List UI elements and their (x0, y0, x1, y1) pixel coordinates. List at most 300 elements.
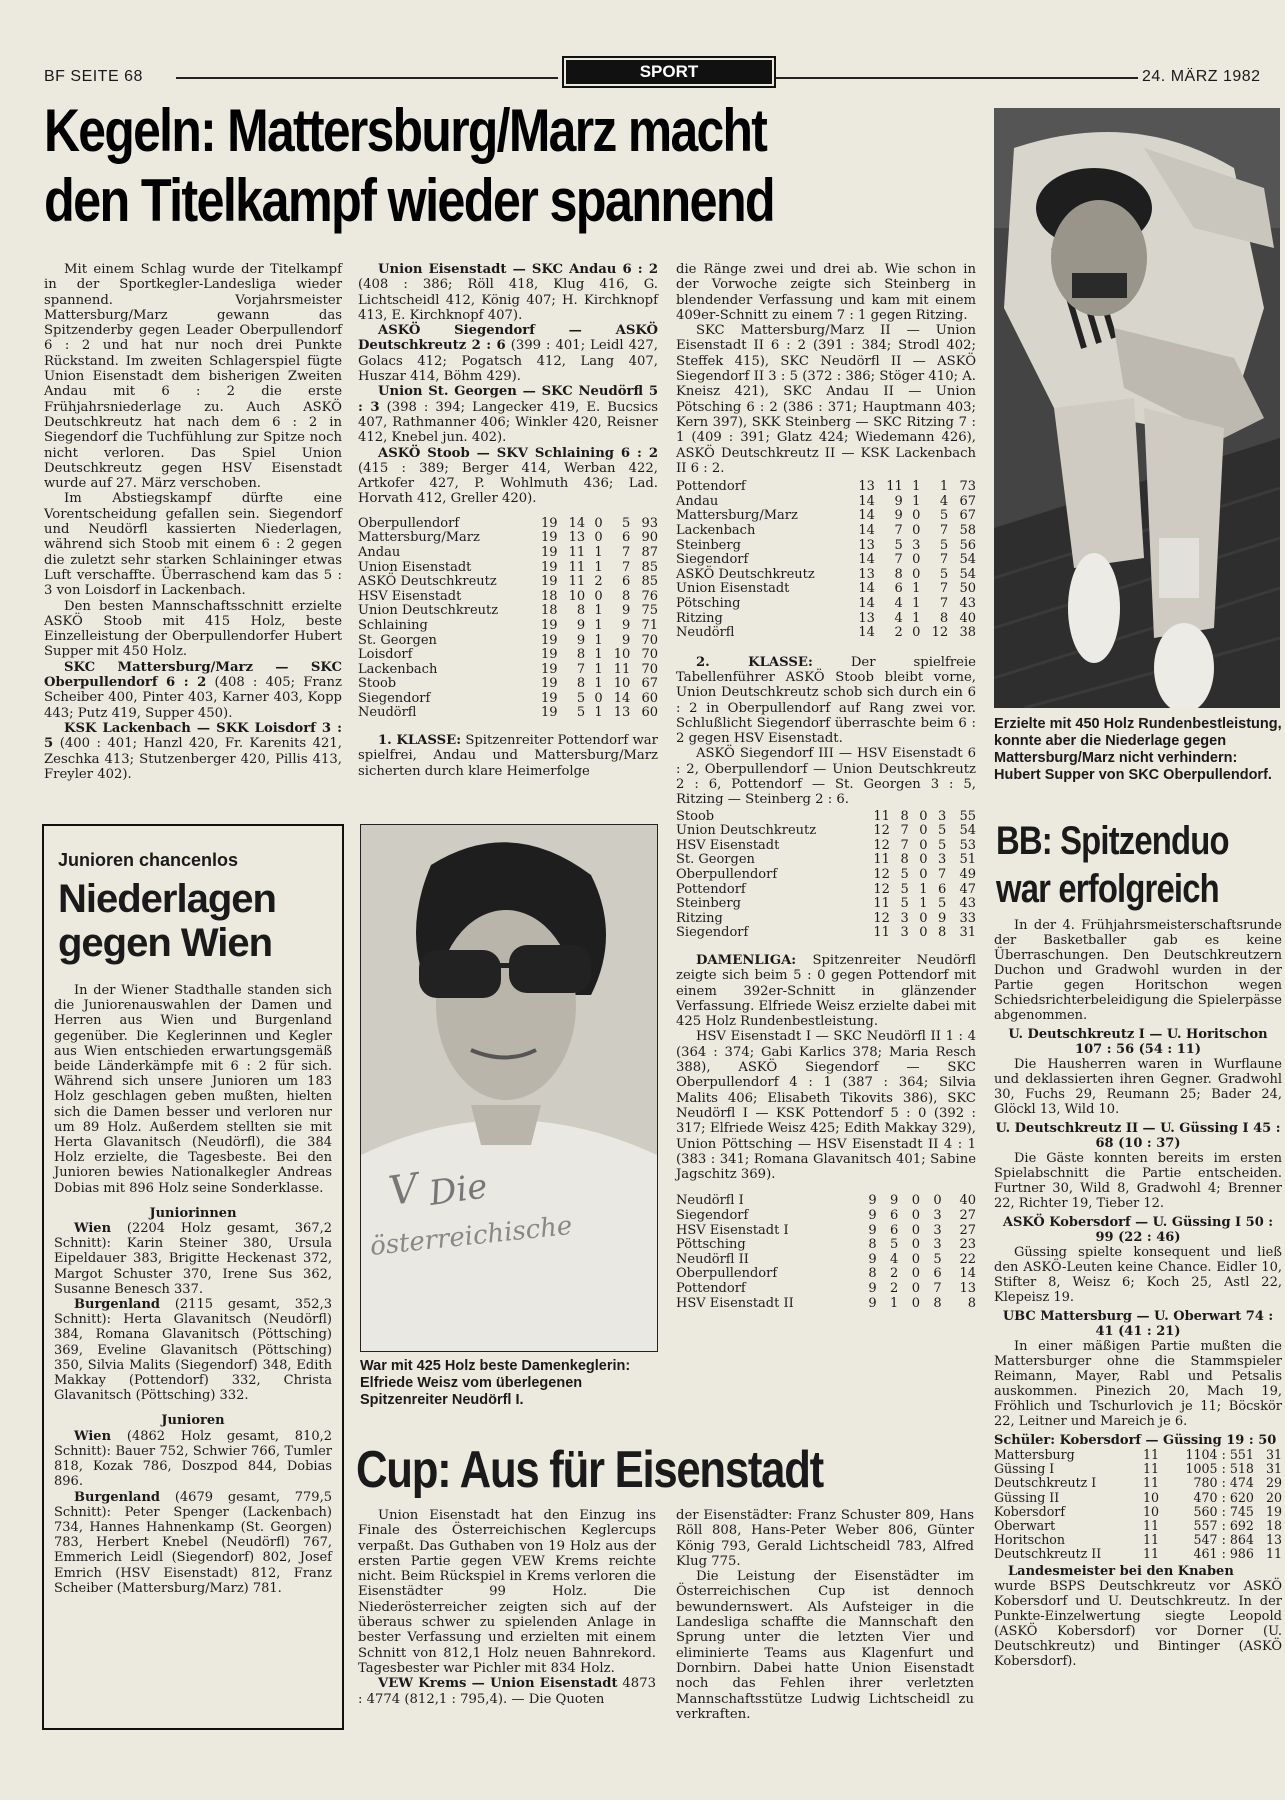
stat-cell: 67 (959, 508, 976, 524)
stat-cell: 6 (894, 581, 903, 597)
team-name-cell: Pottendorf (676, 1281, 746, 1297)
stat-cell: 8 (939, 610, 949, 626)
team-name-cell: Horitschon (994, 1532, 1065, 1548)
section-heading: 1. KLASSE: (378, 733, 462, 749)
stat-cell: 5 (939, 566, 949, 582)
team-name-cell: St. Georgen (358, 632, 437, 648)
stat-cell: 3 (933, 1208, 942, 1224)
stat-cell: 0 (912, 566, 921, 582)
stat-cell: 12 (873, 837, 890, 853)
stat-cell: 58 (959, 522, 976, 538)
photo-elfriede-weisz (360, 824, 658, 1352)
team-name-cell: HSV Eisenstadt II (676, 1295, 794, 1311)
stat-cell: 14 (568, 515, 586, 531)
team-text: (4679 gesamt, 779,5 Schnitt): Peter Spenger (Lackenbach) 734, Hannes Hahnenkamp (St. Georgen) 783, Herbert Knebel (Neudörfl) 767, Emmerich Leidl (Siegendorf) 802, Josef Emrich (HSV Eisenstadt) 812, Franz Scheiber (Mattersburg/Marz) 781. (54, 1489, 332, 1596)
stat-cell: 0 (919, 852, 928, 868)
table-row (358, 546, 658, 561)
section-heading: 2. KLASSE: (696, 654, 813, 670)
stat-cell: 8 (576, 603, 586, 619)
bb-column (994, 918, 1282, 1669)
standings-table-basketball (994, 1448, 1282, 1562)
stat-cell: 27 (959, 1208, 976, 1224)
stat-cell: 19 (1265, 1503, 1282, 1519)
stat-cell: 11 (1142, 1532, 1159, 1548)
section-text: Spitzenreiter Pottendorf war spielfrei, Andau und Mattersburg/Marz sicherten durch klare Heimerfolge (358, 733, 658, 779)
stat-cell: 11 (568, 574, 586, 590)
table-row (676, 626, 976, 641)
main-headline-line1: Kegeln: Mattersburg/Marz macht (44, 97, 767, 164)
stat-cell: 5 (933, 1251, 942, 1267)
stat-cell: 8 (622, 588, 631, 604)
stat-cell: 19 (540, 559, 558, 575)
stat-cell: 0 (912, 522, 921, 538)
stat-cell: 31 (1265, 1461, 1282, 1477)
stat-cell: 547 : 864 (1193, 1532, 1254, 1548)
stat-cell: 5 (900, 867, 909, 883)
team-name-cell: Union Deutschkreutz (676, 823, 817, 839)
stat-cell: 70 (641, 661, 658, 677)
stat-cell: 5 (622, 515, 631, 531)
svg-text:Die: Die (426, 1166, 490, 1214)
stat-cell: 8 (576, 647, 586, 663)
stat-cell: 9 (938, 910, 947, 926)
junioren-box (42, 824, 344, 1730)
team-name-cell: Ritzing (676, 910, 723, 926)
stat-cell: 1 (912, 479, 921, 495)
stat-cell: 6 (890, 1222, 899, 1238)
team-name-cell: Neudörfl II (676, 1251, 749, 1267)
stat-cell: 9 (622, 617, 631, 633)
team-name-cell: Mattersburg/Marz (358, 530, 480, 546)
team-text: (4862 Holz gesamt, 810,2 Schnitt): Bauer 752, Schwier 766, Tumler 818, Kozak 786, Doszpod 844, Dobias 896. (54, 1428, 332, 1490)
stat-cell: 1 (919, 881, 928, 897)
stat-cell: 0 (919, 837, 928, 853)
landesmeister-heading: Landesmeister bei den Knaben (1008, 1563, 1234, 1579)
stat-cell: 0 (911, 1251, 920, 1267)
paragraph: wurde BSPS Deutschkreutz vor ASKÖ Kobersdorf und U. Deutschkreutz. In der Punkte-Einzelwertung siegte Leopold (ASKÖ Kobersdorf) vor Dorner (U. Deutschkreutz) und Bintinger (ASKÖ Kobersdorf). (994, 1578, 1282, 1669)
stat-cell: 8 (933, 1295, 942, 1311)
stat-cell: 10 (613, 676, 631, 692)
paragraph: Den besten Mannschaftsschnitt erzielte ASKÖ Stoob mit 415 Holz, beste Einzelleistung der Oberpullendorfer Hubert Supper mit 450 Holz. (44, 598, 342, 660)
table-row (358, 619, 658, 634)
table-row (676, 524, 976, 539)
table-row (676, 509, 976, 524)
stat-cell: 1 (594, 544, 603, 560)
player-sitting-illustration (994, 108, 1280, 708)
stat-cell: 7 (939, 552, 949, 568)
table-row (676, 612, 976, 627)
stat-cell: 51 (959, 852, 976, 868)
stat-cell: 13 (1265, 1532, 1282, 1548)
stat-cell: 8 (576, 676, 586, 692)
stat-cell: 1 (594, 559, 603, 575)
subheading-juniorinnen: Juniorinnen (149, 1205, 237, 1221)
stat-cell: 29 (1265, 1475, 1282, 1491)
result-text: 4873 : 4774 (812,1 : 795,4). — Die Quoten (358, 1676, 656, 1707)
paragraph: ASKÖ Siegendorf III — HSV Eisenstadt 6 : 2, Oberpullendorf — Union Deutschkreutz 2 : 6, Pottendorf — St. Georgen 3 : 5, Ritzing — Steinberg 2 : 6. (676, 746, 976, 808)
paragraph: die Ränge zwei und drei ab. Wie schon in der Vorwoche zeigte sich Steinberg in blendender Verfassung und kam mit einem 409er-Schnitt zu einem 7 : 1 gegen Ritzing. (676, 262, 976, 323)
stat-cell: 93 (641, 515, 658, 531)
stat-cell: 60 (641, 690, 658, 706)
team-name-cell: Güssing I (994, 1461, 1055, 1477)
team-name-cell: Loisdorf (358, 647, 413, 663)
team-name-cell: Deutschkreutz II (994, 1546, 1102, 1562)
stat-cell: 19 (540, 676, 558, 692)
stat-cell: 76 (641, 588, 658, 604)
stat-cell: 2 (890, 1266, 899, 1282)
stat-cell: 0 (912, 508, 921, 524)
table-row (994, 1491, 1282, 1505)
stat-cell: 11 (1142, 1461, 1159, 1477)
result-heading: ASKÖ Stoob — SKV Schlaining 6 : 2 (378, 445, 658, 461)
table-row (676, 810, 976, 825)
team-heading: Wien (74, 1221, 112, 1237)
stat-cell: 90 (641, 530, 658, 546)
stat-cell: 0 (594, 690, 603, 706)
stat-cell: 1 (594, 603, 603, 619)
schueler-heading: Schüler: Kobersdorf — Güssing 19 : 50 (994, 1433, 1277, 1448)
stat-cell: 1 (594, 676, 603, 692)
stat-cell: 0 (919, 925, 928, 941)
standings-table-klasse2 (676, 810, 976, 941)
stat-cell: 31 (1265, 1447, 1282, 1462)
section-label: SPORT (562, 56, 776, 88)
section-heading: DAMENLIGA: (696, 953, 797, 968)
team-name-cell: Steinberg (676, 537, 741, 553)
stat-cell: 7 (938, 867, 947, 883)
stat-cell: 73 (959, 479, 976, 495)
paragraph: der Eisenstädter: Franz Schuster 809, Hans Röll 808, Hans-Peter Weber 806, Günter König 793, Gerald Lichtscheidl 783, Alfred Klug 775. (676, 1508, 974, 1569)
cup-column-right (676, 1508, 974, 1722)
team-name-cell: Pöttsching (676, 1237, 746, 1253)
stat-cell: 1 (594, 647, 603, 663)
stat-cell: 8 (894, 566, 903, 582)
stat-cell: 13 (858, 479, 875, 495)
result-text: (415 : 389; Berger 414, Werban 422, Artkofer 427, P. Wohlmuth 436; Lad. Horvath 412, Greller 420). (358, 460, 658, 507)
stat-cell: 38 (959, 625, 976, 641)
stat-cell: 0 (919, 823, 928, 839)
team-name-cell: ASKÖ Deutschkreutz (676, 566, 815, 582)
stat-cell: 9 (622, 632, 631, 648)
stat-cell: 14 (858, 552, 875, 568)
stat-cell: 8 (900, 852, 909, 868)
table-row (358, 634, 658, 649)
stat-cell: 20 (1265, 1489, 1282, 1505)
table-row (676, 897, 976, 912)
team-name-cell: Oberwart (994, 1518, 1056, 1534)
stat-cell: 10 (1142, 1489, 1159, 1505)
paragraph: In der 4. Frühjahrsmeisterschaftsrunde der Basketballer gab es keine Überraschungen. Den Deutschkreutzern Duchon und Gradwohl wurden in der Partie gegen Horitschon wegen Schiedsrichterbeleidigung die Spielerpässe abgenommen. (994, 918, 1282, 1023)
stat-cell: 9 (868, 1251, 877, 1267)
stat-cell: 14 (613, 690, 631, 706)
stat-cell: 3 (933, 1237, 942, 1253)
junioren-text (44, 983, 342, 1596)
team-name-cell: Neudörfl (358, 705, 417, 721)
stat-cell: 22 (959, 1251, 976, 1267)
stat-cell: 19 (540, 647, 558, 663)
stat-cell: 23 (959, 1237, 976, 1253)
stat-cell: 14 (858, 493, 875, 509)
stat-cell: 0 (911, 1193, 920, 1209)
table-row (358, 706, 658, 721)
paragraph: SKC Mattersburg/Marz II — Union Eisenstadt II 6 : 2 (391 : 384; Strodl 402; Steffek 415), SKC Neudörfl II — ASKÖ Siegendorf II 3 : 5 (372 : 386; Stöger 410; A. Kneisz 421), SKC Andau II — Union Pötsching 6 : 2 (386 : 371; Hauptmann 403; Kern 397), SKK Steinberg — SKC Ritzing 7 : 1 (409 : 391; Glatz 424; Wiedemann 426), ASKÖ Deutschkreutz II — KSK Lackenbach II 6 : 2. (676, 323, 976, 476)
stat-cell: 14 (858, 581, 875, 597)
team-name-cell: Siegendorf (676, 925, 749, 941)
stat-cell: 4 (894, 595, 903, 611)
stat-cell: 13 (858, 566, 875, 582)
team-name-cell: Pottendorf (676, 881, 746, 897)
stat-cell: 54 (959, 566, 976, 582)
stat-cell: 49 (959, 867, 976, 883)
team-name-cell: Stoob (676, 808, 715, 824)
stat-cell: 5 (890, 1237, 899, 1253)
stat-cell: 53 (959, 837, 976, 853)
stat-cell: 7 (900, 837, 909, 853)
stat-cell: 67 (641, 676, 658, 692)
team-name-cell: Lackenbach (358, 661, 438, 677)
stat-cell: 6 (933, 1266, 942, 1282)
stat-cell: 40 (959, 1193, 976, 1209)
game-heading: U. Deutschkreutz I — U. Horitschon 107 : 56 (54 : 11) (1008, 1027, 1268, 1057)
stat-cell: 7 (894, 552, 903, 568)
stat-cell: 19 (540, 661, 558, 677)
stat-cell: 11 (886, 479, 903, 495)
standings-table-klasse1 (676, 480, 976, 641)
photo-caption-weisz: War mit 425 Holz beste Damenkeglerin: Elfriede Weisz vom überlegenen Spitzenreiter Neudörfl I. (360, 1358, 631, 1408)
main-headline-line2: den Titelkampf wieder spannend (44, 167, 775, 234)
table-row (676, 1209, 976, 1224)
stat-cell: 9 (890, 1193, 899, 1209)
team-name-cell: Oberpullendorf (358, 515, 460, 531)
stat-cell: 1 (594, 617, 603, 633)
stat-cell: 0 (911, 1295, 920, 1311)
stat-cell: 11 (568, 544, 586, 560)
stat-cell: 6 (622, 530, 631, 546)
stat-cell: 19 (540, 705, 558, 721)
result-heading: VEW Krems — Union Eisenstadt (378, 1676, 618, 1692)
stat-cell: 470 : 620 (1193, 1489, 1254, 1505)
team-name-cell: Mattersburg (994, 1447, 1075, 1462)
stat-cell: 12 (931, 625, 949, 641)
stat-cell: 40 (959, 610, 976, 626)
stat-cell: 0 (919, 808, 928, 824)
stat-cell: 1 (912, 493, 921, 509)
team-text: (2204 Holz gesamt, 367,2 Schnitt): Karin Steiner 380, Ursula Eipeldauer 383, Brigitte Heckenast 372, Margot Schuster 370, Irene Sus 362, Susanne Benesch 337. (54, 1221, 332, 1297)
stat-cell: 13 (858, 537, 875, 553)
team-name-cell: Schlaining (358, 617, 428, 633)
stat-cell: 5 (938, 823, 947, 839)
team-name-cell: Andau (676, 493, 719, 509)
paragraph: Im Abstiegskampf dürfte eine Vorentscheidung gefallen sein. Siegendorf und Neudörfl kassierten Niederlagen, während sich Stoob mit einem 6 : 2 gegen die zuletzt sehr starken Schlaininger etwas Luft verschaffte. Überraschend kam das 5 : 3 von Loisdorf in Lackenbach. (44, 491, 342, 599)
stat-cell: 1104 : 551 (1185, 1447, 1254, 1462)
team-name-cell: Kobersdorf (994, 1503, 1065, 1519)
stat-cell: 75 (641, 603, 658, 619)
stat-cell: 55 (959, 808, 976, 824)
stat-cell: 87 (641, 544, 658, 560)
stat-cell: 0 (919, 867, 928, 883)
junioren-title-line1: Niederlagen (58, 877, 276, 921)
stat-cell: 0 (911, 1266, 920, 1282)
article-column-1 (44, 262, 342, 782)
team-heading: Burgenland (74, 1297, 161, 1313)
paragraph: Die Gäste konnten bereits im ersten Spielabschnitt die Partie entscheiden. Furtner 30, Wild 8, Gradwohl 4; Brenner 22, Richter 19, Tieber 12. (994, 1151, 1282, 1211)
stat-cell: 780 : 474 (1193, 1475, 1254, 1491)
table-row (676, 539, 976, 554)
stat-cell: 67 (959, 493, 976, 509)
table-row (358, 561, 658, 576)
stat-cell: 11 (568, 559, 586, 575)
stat-cell: 11 (873, 808, 890, 824)
table-row (994, 1462, 1282, 1476)
header-rule-right (776, 77, 1138, 79)
stat-cell: 0 (911, 1208, 920, 1224)
table-row (676, 926, 976, 941)
result-heading: Union Eisenstadt — SKC Andau 6 : 2 (378, 262, 658, 277)
woman-portrait-illustration (361, 825, 657, 1351)
section-text: Spitzenreiter Neudörfl zeigte sich beim 5 : 0 gegen Pottendorf mit einem 392er-Schnitt in glänzender Verfassung. Elfriede Weisz erzielte dabei mit 425 Holz Rundenbestleistung. (676, 953, 976, 1030)
cup-headline: Cup: Aus für Eisenstadt (356, 1441, 823, 1499)
team-name-cell: Steinberg (676, 896, 741, 912)
stat-cell: 19 (540, 690, 558, 706)
table-row (676, 1282, 976, 1297)
bb-headline-line1: BB: Spitzenduo (996, 819, 1229, 863)
team-name-cell: Andau (358, 544, 401, 560)
team-name-cell: Union Eisenstadt (358, 559, 472, 575)
table-row (676, 1224, 976, 1239)
stat-cell: 4 (890, 1251, 899, 1267)
table-row (358, 692, 658, 707)
team-name-cell: Siegendorf (676, 1208, 749, 1224)
result-heading: SKC Mattersburg/Marz — SKC Oberpullendorf 6 : 2 (44, 659, 342, 691)
stat-cell: 557 : 692 (1193, 1518, 1254, 1534)
stat-cell: 2 (894, 625, 903, 641)
stat-cell: 5 (576, 705, 586, 721)
header-rule-left (176, 77, 558, 79)
table-row (676, 480, 976, 495)
team-name-cell: Pötsching (676, 595, 741, 611)
team-name-cell: Güssing II (994, 1489, 1060, 1505)
issue-date: 24. MÄRZ 1982 (1142, 68, 1261, 85)
stat-cell: 3 (900, 925, 909, 941)
stat-cell: 3 (900, 910, 909, 926)
stat-cell: 18 (540, 603, 558, 619)
table-row (676, 568, 976, 583)
stat-cell: 0 (912, 625, 921, 641)
stat-cell: 19 (540, 544, 558, 560)
stat-cell: 9 (868, 1295, 877, 1311)
stat-cell: 1 (912, 581, 921, 597)
stat-cell: 1 (912, 595, 921, 611)
table-row (676, 1297, 976, 1312)
section-text: Der spielfreie Tabellenführer ASKÖ Stoob bleibt vorne, Union Deutschkreutz schob sich durch ein 6 : 2 in Oberpullendorf auf Rang zwei vor. Schlußlicht Siegendorf überraschte beim 6 : 2 gegen HSV Eisenstadt. (676, 654, 976, 747)
stat-cell: 14 (959, 1266, 976, 1282)
game-heading: UBC Mattersburg — U. Oberwart 74 : 41 (41 : 21) (1002, 1309, 1274, 1339)
stat-cell: 3 (933, 1222, 942, 1238)
stat-cell: 5 (894, 537, 903, 553)
stat-cell: 5 (939, 537, 949, 553)
game-heading: U. Deutschkreutz II — U. Güssing I 45 : 68 (10 : 37) (995, 1121, 1281, 1151)
stat-cell: 11 (1142, 1447, 1159, 1462)
team-name-cell: HSV Eisenstadt (358, 588, 462, 604)
table-row (676, 1238, 976, 1253)
stat-cell: 11 (1142, 1546, 1159, 1562)
paragraph: Güssing spielte konsequent und ließ den ASKÖ-Leuten keine Chance. Eidler 10, Stifter 8, Weisz 6; Koch 25, Astl 22, Klepeisz 19. (994, 1245, 1282, 1305)
stat-cell: 7 (933, 1281, 942, 1297)
stat-cell: 6 (890, 1208, 899, 1224)
stat-cell: 8 (868, 1237, 877, 1253)
stat-cell: 13 (613, 705, 631, 721)
stat-cell: 8 (868, 1266, 877, 1282)
stat-cell: 7 (622, 559, 631, 575)
table-row (676, 553, 976, 568)
table-row (676, 883, 976, 898)
stat-cell: 10 (1142, 1503, 1159, 1519)
stat-cell: 12 (873, 867, 890, 883)
table-row (676, 824, 976, 839)
stat-cell: 1 (939, 479, 949, 495)
stat-cell: 11 (1142, 1518, 1159, 1534)
paragraph: In der Wiener Stadthalle standen sich die Juniorenauswahlen der Damen und Herren aus Wien und Burgenland gegenüber. Die Keglerinnen und Kegler aus Wien entschieden erwartungsgemäß beide Länderkämpfe mit 6 : 2 für sich. Während sich unsere Junioren um 183 Holz geschlagen geben mußten, hielten sich die Damen besser und verloren nur um 89 Holz. Außerdem stellten sie mit Herta Glavanitsch (Neudörfl), die 384 Holz erzielte, die Tagesbeste. Bei den Junioren bewies Nationalkegler Andreas Dobias mit 896 Holz seine Sonderklasse. (54, 983, 332, 1196)
team-name-cell: HSV Eisenstadt (676, 837, 780, 853)
team-text: (2115 gesamt, 352,3 Schnitt): Herta Glavanitsch (Neudörfl) 384, Romana Glavanitsch (Pöttsching) 369, Eveline Glavanitsch (Pöttsching) 350, Silvia Malits (Siegendorf) 348, Edith Makkay (Pottendorf) 332, Christa Glavanitsch (Pöttsching) 332. (54, 1297, 332, 1404)
stat-cell: 560 : 745 (1193, 1503, 1254, 1519)
team-name-cell: Oberpullendorf (676, 867, 778, 883)
table-row (358, 531, 658, 546)
stat-cell: 9 (894, 508, 903, 524)
table-row (676, 582, 976, 597)
stat-cell: 11 (613, 661, 631, 677)
table-row (676, 853, 976, 868)
table-row (994, 1519, 1282, 1533)
stat-cell: 11 (1142, 1475, 1159, 1491)
stat-cell: 2 (594, 574, 603, 590)
table-row (994, 1448, 1282, 1462)
stat-cell: 4 (894, 610, 903, 626)
team-heading: Wien (74, 1428, 112, 1444)
stat-cell: 19 (540, 530, 558, 546)
stat-cell: 3 (938, 852, 947, 868)
team-heading: Burgenland (74, 1489, 161, 1505)
standings-table-damenliga (676, 1194, 976, 1311)
article-column-2 (358, 262, 658, 779)
stat-cell: 0 (912, 552, 921, 568)
stat-cell: 18 (1265, 1518, 1282, 1534)
stat-cell: 13 (568, 530, 586, 546)
stat-cell: 18 (540, 588, 558, 604)
team-name-cell: HSV Eisenstadt I (676, 1222, 789, 1238)
table-row (358, 604, 658, 619)
photo-hubert-supper (994, 108, 1280, 708)
team-name-cell: Siegendorf (676, 552, 749, 568)
stat-cell: 8 (900, 808, 909, 824)
table-row (994, 1533, 1282, 1547)
stat-cell: 31 (959, 925, 976, 941)
stat-cell: 6 (622, 574, 631, 590)
stat-cell: 5 (900, 896, 909, 912)
junioren-title-line2: gegen Wien (58, 921, 273, 965)
stat-cell: 7 (939, 581, 949, 597)
cup-column-left (358, 1508, 656, 1707)
stat-cell: 0 (911, 1281, 920, 1297)
stat-cell: 1005 : 518 (1185, 1461, 1254, 1477)
team-name-cell: Siegendorf (358, 690, 431, 706)
stat-cell: 0 (919, 910, 928, 926)
stat-cell: 85 (641, 559, 658, 575)
table-row (994, 1476, 1282, 1490)
stat-cell: 50 (959, 581, 976, 597)
stat-cell: 12 (873, 881, 890, 897)
stat-cell: 1 (594, 661, 603, 677)
